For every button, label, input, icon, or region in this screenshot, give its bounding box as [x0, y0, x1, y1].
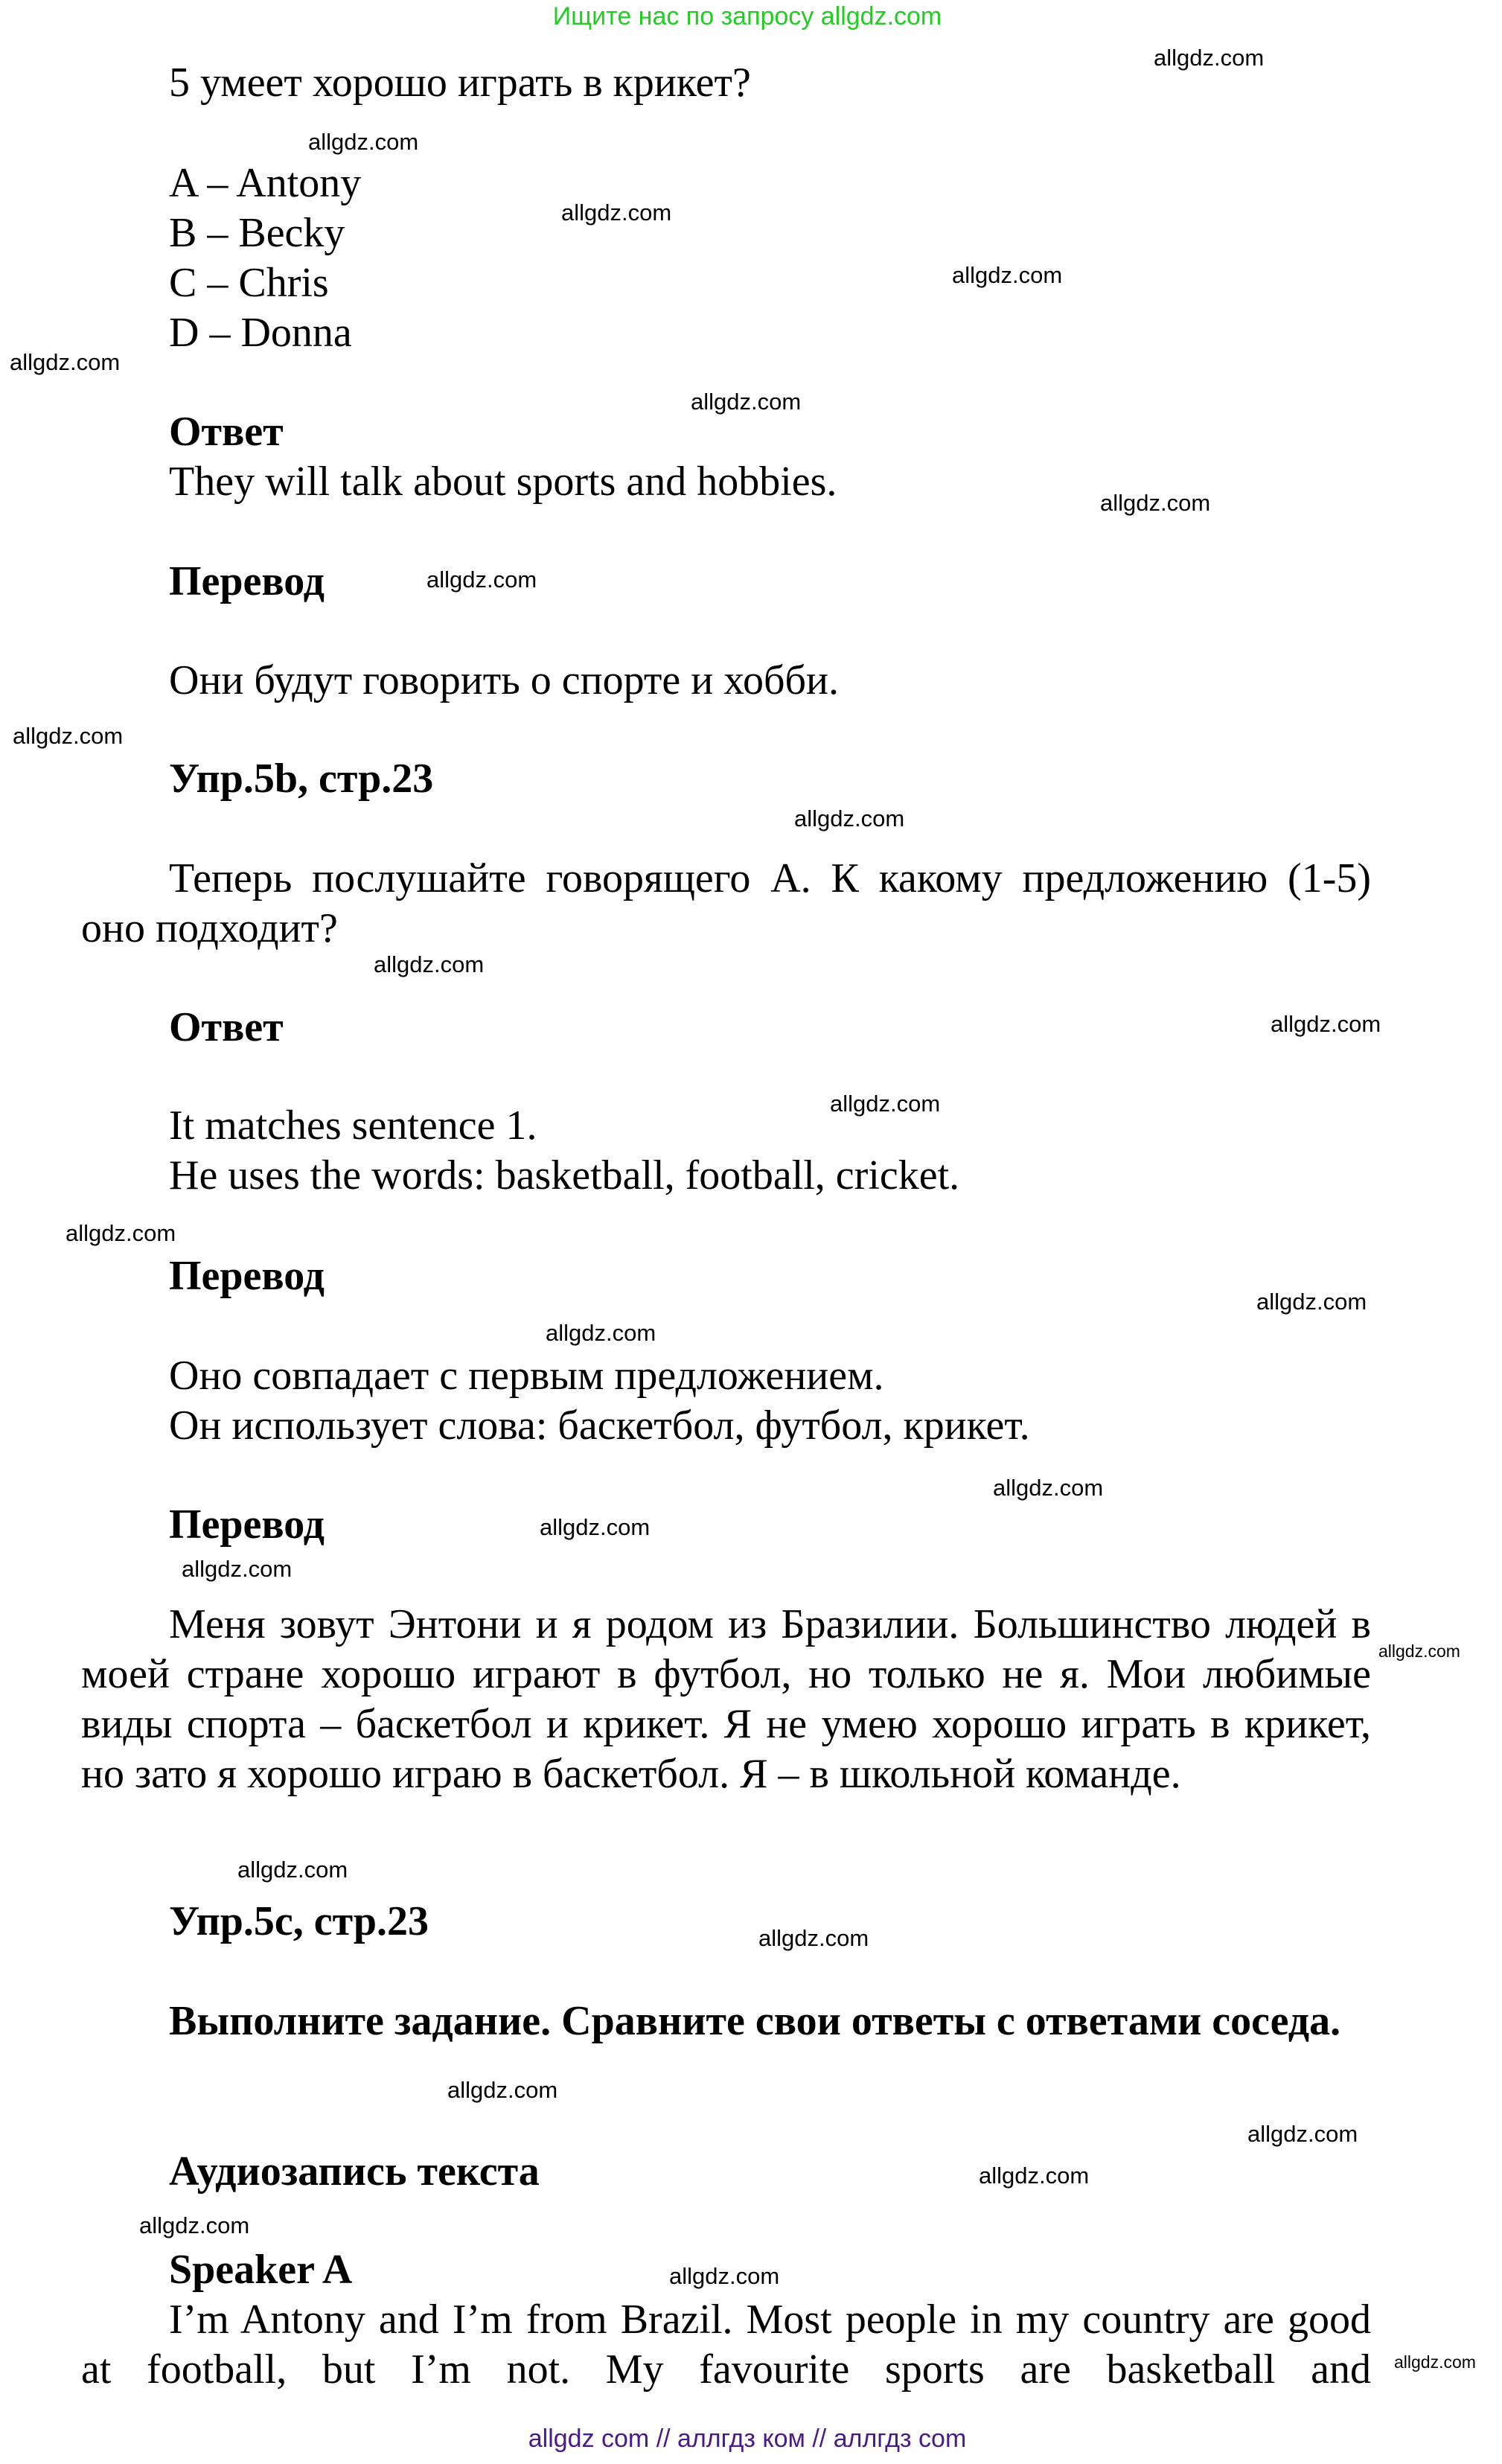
- translation-text: Они будут говорить о спорте и хобби.: [169, 657, 839, 703]
- answer-heading: Ответ: [169, 1004, 284, 1050]
- watermark: allgdz.com: [561, 200, 672, 226]
- translation-heading: Перевод: [169, 558, 325, 604]
- watermark: allgdz.com: [65, 1220, 176, 1246]
- watermark: allgdz.com: [182, 1556, 293, 1582]
- watermark: allgdz.com: [758, 1925, 869, 1951]
- watermark: allgdz.com: [540, 1514, 651, 1540]
- watermark: allgdz.com: [308, 129, 419, 155]
- watermark: allgdz.com: [13, 723, 124, 749]
- watermark: allgdz.com: [669, 2263, 780, 2289]
- translation-paragraph: Меня зовут Энтони и я родом из Бразилии. Большинство людей в моей стране хорошо играют в футбол, но только не я. Мои любимые виды спорта – баскетбол и крикет. Я не умею хорошо играть в крикет, но зато я хорошо играю в баскетбол. Я – в школьной команде.: [81, 1601, 1371, 1797]
- question-5: 5 умеет хорошо играть в крикет?: [169, 60, 751, 106]
- watermark: allgdz.com: [691, 389, 802, 415]
- footer-links[interactable]: allgdz com // аллгдз ком // аллгдз com: [528, 2425, 967, 2453]
- answer-heading: Ответ: [169, 409, 284, 455]
- watermark: allgdz.com: [993, 1475, 1104, 1501]
- speaker-label: Speaker A: [169, 2247, 353, 2293]
- search-banner: Ищите нас по запросу allgdz.com: [552, 2, 942, 31]
- watermark: allgdz.com: [546, 1320, 656, 1346]
- translation-heading: Перевод: [169, 1501, 325, 1548]
- exercise-5b-task: Теперь послушайте говорящего А. К какому предложению (1-5) оно подходит?: [81, 855, 1371, 951]
- watermark: allgdz.com: [237, 1857, 348, 1883]
- watermark: allgdz.com: [426, 566, 537, 593]
- watermark: allgdz.com: [447, 2077, 558, 2103]
- answer-text: They will talk about sports and hobbies.: [169, 459, 837, 505]
- watermark: allgdz.com: [1256, 1289, 1367, 1315]
- answer-line: It matches sentence 1.: [169, 1102, 537, 1149]
- watermark: allgdz.com: [979, 2163, 1090, 2189]
- audio-transcript-heading: Аудиозапись текста: [169, 2148, 540, 2195]
- option-b: B – Becky: [169, 210, 345, 256]
- watermark: allgdz.com: [10, 349, 121, 375]
- watermark: allgdz.com: [1378, 1641, 1460, 1661]
- exercise-5c-title: Упр.5c, стр.23: [169, 1898, 429, 1944]
- option-c: C – Chris: [169, 260, 329, 306]
- speaker-text: I’m Antony and I’m from Brazil. Most people in my country are good at football, but I’m not. My favourite sports are basketball and: [81, 2297, 1371, 2393]
- watermark: allgdz.com: [1100, 490, 1211, 516]
- exercise-5c-task: Выполните задание. Сравните свои ответы с ответами соседа.: [169, 1998, 1341, 2044]
- option-a: A – Antony: [169, 160, 362, 206]
- watermark: allgdz.com: [1247, 2121, 1358, 2147]
- watermark: allgdz.com: [952, 262, 1063, 288]
- translation-line: Оно совпадает с первым предложением.: [169, 1353, 884, 1399]
- translation-line: Он использует слова: баскетбол, футбол, крикет.: [169, 1402, 1030, 1449]
- watermark: allgdz.com: [139, 2212, 250, 2238]
- exercise-5b-title: Упр.5b, стр.23: [169, 756, 434, 802]
- watermark: allgdz.com: [374, 951, 485, 977]
- watermark: allgdz.com: [794, 805, 905, 832]
- watermark: allgdz.com: [1394, 2352, 1476, 2372]
- translation-heading: Перевод: [169, 1253, 325, 1299]
- option-d: D – Donna: [169, 310, 352, 356]
- watermark: allgdz.com: [1154, 45, 1265, 71]
- answer-line: He uses the words: basketball, football, cricket.: [169, 1152, 960, 1199]
- watermark: allgdz.com: [1271, 1011, 1381, 1037]
- watermark: allgdz.com: [830, 1091, 941, 1117]
